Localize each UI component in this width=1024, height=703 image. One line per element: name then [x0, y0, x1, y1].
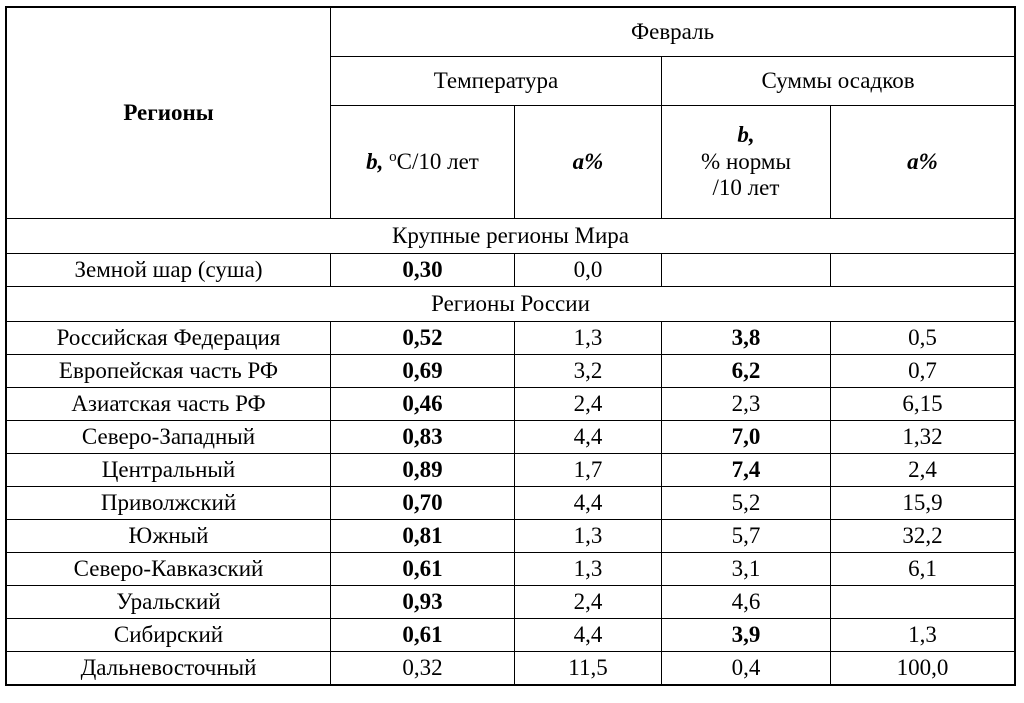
- precip-significance-value: 0,5: [831, 322, 1015, 355]
- table-row: [7, 520, 1015, 553]
- precip-significance-value: 32,2: [831, 520, 1015, 553]
- region-name: Северо-Кавказский: [7, 553, 331, 586]
- table-row: [7, 586, 1015, 619]
- temp-trend-value: 0,52: [331, 322, 515, 355]
- temp-significance-value: 4,4: [515, 487, 662, 520]
- table-row: [7, 652, 1015, 685]
- region-name: Европейская часть РФ: [7, 355, 331, 388]
- temp-significance-value: 2,4: [515, 388, 662, 421]
- table-row: [7, 619, 1015, 652]
- precipitation-header: Суммы осадков: [662, 57, 1015, 106]
- precip-trend-header: [662, 106, 831, 219]
- precip-b-unit-line2: /10 лет: [712, 175, 780, 201]
- temp-trend-value: 0,81: [331, 520, 515, 553]
- temp-b-unit: C/10 лет: [396, 148, 479, 174]
- precip-trend-value: 2,3: [662, 388, 831, 421]
- precip-significance-value: 6,1: [831, 553, 1015, 586]
- temp-significance-value: 1,3: [515, 553, 662, 586]
- temp-significance-value: 4,4: [515, 421, 662, 454]
- table-row: [7, 487, 1015, 520]
- precip-trend-value: [662, 254, 831, 287]
- region-name: Земной шар (суша): [7, 254, 331, 287]
- precip-significance-value: [831, 586, 1015, 619]
- temp-trend-value: 0,69: [331, 355, 515, 388]
- table-row: [7, 454, 1015, 487]
- temp-trend-value: 0,93: [331, 586, 515, 619]
- temp-trend-value: 0,89: [331, 454, 515, 487]
- precip-trend-value: 7,4: [662, 454, 831, 487]
- temp-trend-value: 0,83: [331, 421, 515, 454]
- precip-trend-value: 7,0: [662, 421, 831, 454]
- precip-significance-value: 0,7: [831, 355, 1015, 388]
- region-name: Азиатская часть РФ: [7, 388, 331, 421]
- temp-significance-value: 11,5: [515, 652, 662, 685]
- precip-trend-value: 0,4: [662, 652, 831, 685]
- precip-significance-value: 6,15: [831, 388, 1015, 421]
- precip-trend-value: 5,2: [662, 487, 831, 520]
- temp-b-symbol: b,: [366, 148, 384, 174]
- temp-significance-value: 1,7: [515, 454, 662, 487]
- precip-trend-value: 6,2: [662, 355, 831, 388]
- precip-b-symbol: b,: [737, 122, 755, 148]
- region-name: Уральский: [7, 586, 331, 619]
- table-row: [7, 355, 1015, 388]
- region-name: Российская Федерация: [7, 322, 331, 355]
- temp-trend-value: 0,61: [331, 619, 515, 652]
- section-russia: Регионы России: [7, 287, 1015, 322]
- precip-significance-value: 1,32: [831, 421, 1015, 454]
- precip-significance-header: a%: [831, 106, 1015, 219]
- climate-trends-table: [6, 7, 1015, 685]
- precip-significance-value: 15,9: [831, 487, 1015, 520]
- precip-trend-value: 3,9: [662, 619, 831, 652]
- temp-significance-value: 4,4: [515, 619, 662, 652]
- temperature-header: Температура: [331, 57, 662, 106]
- precip-trend-value: 5,7: [662, 520, 831, 553]
- temp-significance-value: 0,0: [515, 254, 662, 287]
- region-name: Приволжский: [7, 487, 331, 520]
- temp-trend-value: 0,46: [331, 388, 515, 421]
- temp-trend-value: 0,32: [331, 652, 515, 685]
- temp-significance-header: a%: [515, 106, 662, 219]
- temp-trend-value: 0,61: [331, 553, 515, 586]
- regions-header: Регионы: [7, 8, 331, 219]
- region-name: Дальневосточный: [7, 652, 331, 685]
- region-name: Центральный: [7, 454, 331, 487]
- region-name: Сибирский: [7, 619, 331, 652]
- precip-trend-value: 3,1: [662, 553, 831, 586]
- precip-significance-value: 1,3: [831, 619, 1015, 652]
- temp-significance-value: 2,4: [515, 586, 662, 619]
- region-name: Южный: [7, 520, 331, 553]
- precip-significance-value: 2,4: [831, 454, 1015, 487]
- precip-significance-value: 100,0: [831, 652, 1015, 685]
- degree-mark: o: [389, 148, 397, 165]
- precip-b-unit-line1: % нормы: [701, 148, 791, 174]
- temp-significance-value: 1,3: [515, 322, 662, 355]
- table-row: [7, 388, 1015, 421]
- precip-significance-value: [831, 254, 1015, 287]
- table-row: [7, 322, 1015, 355]
- temp-trend-header: [331, 106, 515, 219]
- temp-significance-value: 3,2: [515, 355, 662, 388]
- precip-trend-value: 4,6: [662, 586, 831, 619]
- precip-trend-value: 3,8: [662, 322, 831, 355]
- section-world: Крупные регионы Мира: [7, 219, 1015, 254]
- table-row: [7, 421, 1015, 454]
- region-name: Северо-Западный: [7, 421, 331, 454]
- temp-trend-value: 0,30: [331, 254, 515, 287]
- month-header: Февраль: [331, 8, 1015, 57]
- table-row: [7, 254, 1015, 287]
- temp-trend-value: 0,70: [331, 487, 515, 520]
- table-row: [7, 553, 1015, 586]
- temp-significance-value: 1,3: [515, 520, 662, 553]
